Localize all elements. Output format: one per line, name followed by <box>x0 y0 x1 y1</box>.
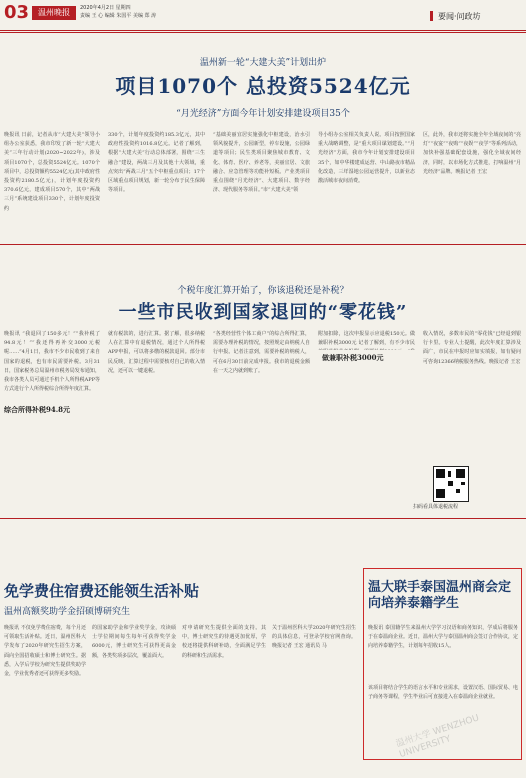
article1-col-5: 区，此外，我市还将实施全年全域夜间的“亮灯”“夜宴”“夜购”“夜娱”“夜学”等系列活动，加快补强基础配套设施，强化全域夜间经济，同时，以市场化方式推进，打响温州“月光经济”品牌。晚报记者 王宏 <box>423 132 521 175</box>
header-rule-secondary <box>0 32 526 33</box>
article2-col-4: 附加扣除，这次申报显示应退税150元。做兼职补税3000元 记者了解到，有不少市民 <box>318 331 415 347</box>
article2-col-2: 就有税款的，进行汇算。据了解，很多纳税人在汇算中有退税情况，通过个人所得税APP申报，可以将多缴的税款退回。部分市民反映，汇算过程中需要核对自己的收入情况，还可以一键退税。 <box>108 331 205 374</box>
article2-col-4b <box>318 366 415 500</box>
newspaper-logo: 温州晚报 <box>32 6 76 20</box>
watermark: 温州大学 WENZHOU UNIVERSITY <box>394 713 481 761</box>
article2-subhead-1: 综合所得补税94.8元 <box>4 405 71 414</box>
article2-col-1: 晚报讯 “我退回了150多元！”“我补税了94.8元！”“我还得再补交3000元税呢……”4月1日，我市不少市民收到了来自国家的退税，也有市民需要补税。3月31日，国家税务总局温州市税务局发布通知，我市各类人员可通过手机个人所得税APP等方式进行个人所得税综合所得年度汇算。 <box>4 331 100 393</box>
article3-col-3: 对申请研究生提供全面的支持。其中，博士研究生的待遇更加优厚，学校还将提供科研补助，全面满足学生的科研和生活需求。 <box>182 625 266 659</box>
article3-col-2: 的国家助学金和学业奖学金，攻读硕士学位期间每生每年可获得奖学金6000元，博士研究生可获得更高金额，各类奖项多层次，覆盖面大。 <box>92 625 176 659</box>
article3-col-4: 关于温州医科大学2020年研究生招生的具体信息，可登录学校官网查询。晚报记者 王宏 通讯员 马 <box>272 625 356 650</box>
qr-code[interactable] <box>433 466 469 502</box>
issue-date: 2020年4月2日 星期四 <box>80 5 131 11</box>
section-label: 要闻·问政坊 <box>438 12 481 21</box>
section-marker <box>430 11 433 21</box>
page-number: 03 <box>4 2 30 23</box>
article1-subtitle: “月光经济”方面今年计划安排建设项目35个 <box>176 109 350 119</box>
header-meta <box>80 4 156 20</box>
section-divider-1 <box>0 244 526 245</box>
article4-col-2: 该项目将结合学生的语言水平和专业需求，设置汉语、国际贸易、电子商务等课程，学生毕业后可直接进入在泰温商企业就业。 <box>368 685 518 701</box>
article2-title: 一些市民收到国家退回的“零花钱” <box>118 302 408 323</box>
article3-subtitle: 温州高额奖助学金招硕博研究生 <box>4 607 131 617</box>
article1-col-3: “基础美丽宜居实施强化中枢建设，治水引领风貌提升，公园新型，停车设施，公园绿道等项目；民生类项目聚焦城市教育、文化、体育、医疗、养老等，美丽宜居、文旅融合、应急管理等功能补短板。产业类项目重点围绕“月光经济”、大建项目、数字经济、现代服务等项目。”市“大建大美”领 <box>213 132 310 194</box>
article1-col-2: 330个，计划年度投资约185.3亿元，其中政府性投资约1016.8亿元。记者了解到，根据“大建大美”行动总体部署，围绕“三生融合”建设，两战三月及其他十大领域，重点突出“两战三月”五个中枢重点项目；17个区域重点项目规划，新一轮分布于民生保障等项目。 <box>108 132 205 194</box>
article4-col-1: 晚报讯 泰国籍学生来温州大学学习汉语和商务知识，学成后将服务于在泰温商企业。近日，温州大学与泰国温州商会签订合作协议，定向培养泰籍学生，计划每年招收15人。 <box>368 625 518 650</box>
article2-subhead-2: 做兼职补税3000元 <box>322 353 384 362</box>
article2-col-5: 收入情况，多数市民的“零花钱”已经退到银行卡里。专业人士提醒，此次年度汇算涉及面广，市民在申报时应如实填报，如有疑问可咨询12366纳税服务热线。晚报记者 王宏 <box>423 331 521 365</box>
article1-col-4: 导小组办公室相关负责人说。项目按照国家重大战略调整，是“重大项目谋划建设。”“月光经济”方面，我市今年计划安排建设项目35个，如中华楼建成运营、中山路夜市精品化改造，三垟湿地公园运营提升，以新业态激活城市夜间消费。 <box>318 132 415 185</box>
article4-title: 温大联手泰国温州商会定向培养泰籍学生 <box>368 580 512 611</box>
article2-col-3: “各类经营性个体工商户”的综合所得汇算，需要办理补税的情况，按照规定由纳税人自行申报。记者注意到，需要补税的纳税人，可在6月30日前完成申报。我市的退税金额在一天之内就到账了。 <box>213 331 310 374</box>
article2-kicker: 个税年度汇算开始了，你该退税还是补税？ <box>177 286 349 296</box>
article2-col-1b <box>4 418 100 500</box>
article1-kicker: 温州新一轮“大建大美”计划出炉 <box>199 58 327 68</box>
article1-title: 项目1070个 总投资5524亿元 <box>115 74 411 98</box>
editor-credits: 责编 王 心 编辑 朱国平 美编 郑 涛 <box>80 13 157 19</box>
section-divider-2 <box>0 518 526 519</box>
article3-col-1: 晚报讯 不仅免学费住宿费，每个月还可领取生活补贴。近日，温州医科大学发布了2020年研究生招生方案，面向全国招收硕士和博士研究生。据悉，入学后学校为研究生提供奖助学金，学业优秀者还可获得更多奖励。 <box>4 625 86 678</box>
header-rule <box>0 30 526 31</box>
article3-title: 免学费住宿费还能领生活补贴 <box>4 582 200 600</box>
article1-col-1: 晚报讯 日前，记者从市“大建大美”领导小组办公室获悉，我市印发了新一轮“大建大美”三年行动计划(2020~2022年)，涉及项目1070个，总投资5524亿元。1070个项目中，总投资额约5524亿元(其中政府性投资约2180.5亿元)，计划年度投资约370.6亿元，建成项目570个，其中“两战三月”系统建设项目330个，计划年度投资约 <box>4 132 100 212</box>
qr-caption: 扫码看具体退税流程 <box>413 504 459 510</box>
